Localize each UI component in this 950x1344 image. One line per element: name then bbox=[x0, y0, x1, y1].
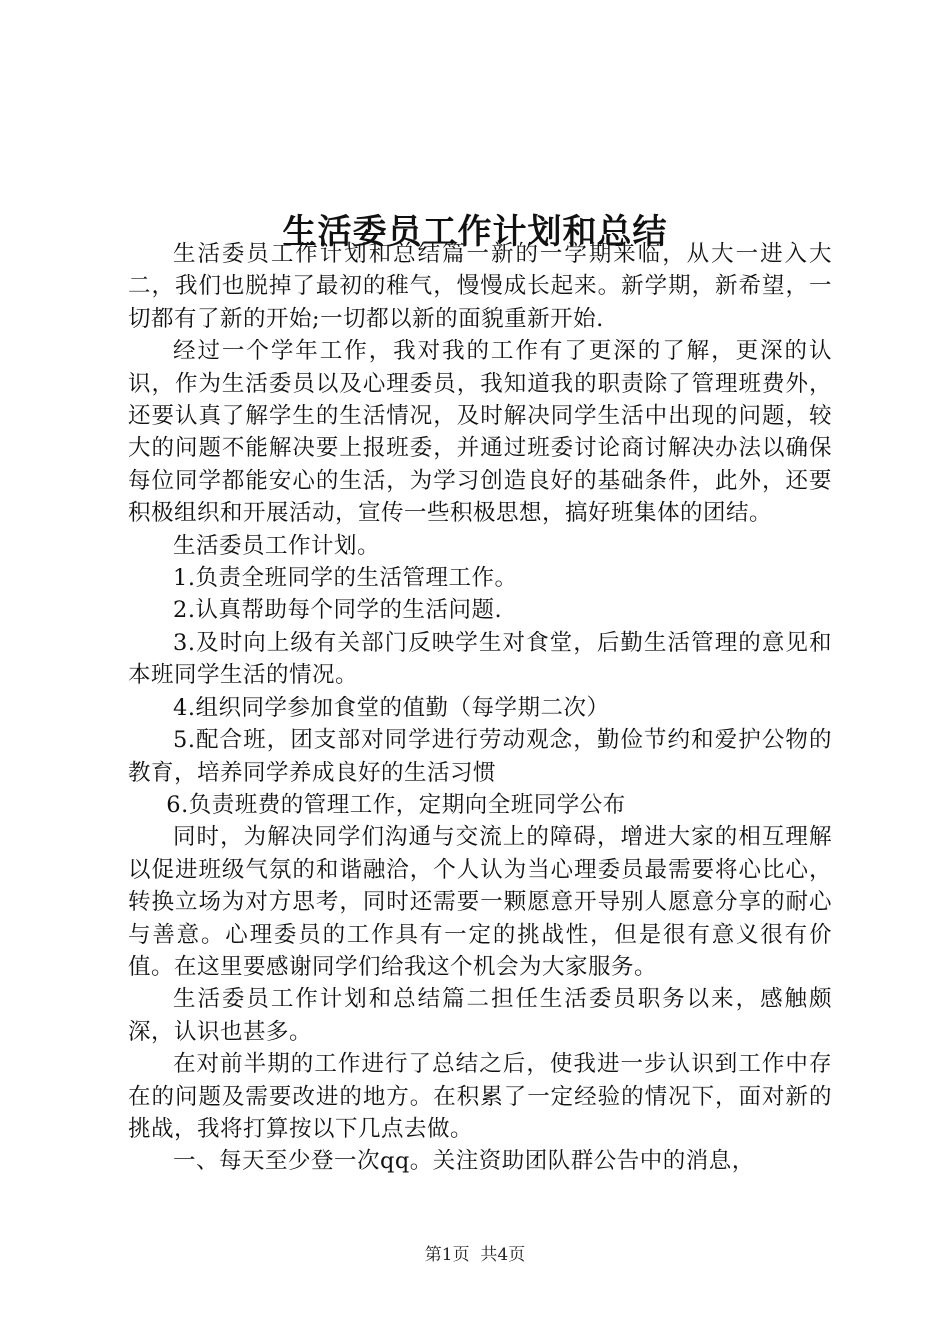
plan-item-1: 1.负责全班同学的生活管理工作。 bbox=[173, 565, 518, 592]
plan-item-3: 3.及时向上级有关部门反映学生对食堂，后勤生活管理的意见和本班同学生活的情况。 bbox=[128, 629, 832, 689]
paragraph-summary: 在对前半期的工作进行了总结之后，使我进一步认识到工作中存在的问题及需要改进的地方。在积累了一定经验的情况下，面对新的挑战，我将打算按以下几点去做。 bbox=[128, 1051, 832, 1142]
page-number-label: 第1页 共4页 bbox=[424, 1245, 526, 1265]
paragraph-plan-heading: 生活委员工作计划。 bbox=[173, 532, 381, 559]
paragraph-psychology: 同时，为解决同学们沟通与交流上的障碍，增进大家的相互理解以促进班级气氛的和谐融洽，个人认为当心理委员最需要将心比心，转换立场为对方思考，同时还需要一颗愿意开导别人愿意分享的耐心与善意。心理委员的工作具有一定的挑战性，但是很有意义很有价值。在这里要感谢同学们给我这个机会为大家服务。 bbox=[128, 824, 832, 980]
paragraph-point-one: 一、每天至少登一次qq。关注资助团队群公告中的消息， bbox=[173, 1148, 755, 1175]
plan-item-4: 4.组织同学参加食堂的值勤（每学期二次） bbox=[173, 694, 610, 721]
paragraph-part-two: 生活委员工作计划和总结篇二担任生活委员职务以来，感触颇深，认识也甚多。 bbox=[128, 986, 832, 1045]
plan-item-2: 2.认真帮助每个同学的生活问题. bbox=[173, 597, 503, 624]
page-number-footer bbox=[0, 1243, 950, 1267]
paragraph-intro: 生活委员工作计划和总结篇一新的一学期来临，从大一进入大二，我们也脱掉了最初的稚气，慢慢成长起来。新学期，新希望，一切都有了新的开始;一切都以新的面貌重新开始. bbox=[128, 241, 832, 332]
plan-item-5: 5.配合班，团支部对同学进行劳动观念，勤俭节约和爱护公物的教育，培养同学养成良好的生活习惯 bbox=[128, 727, 832, 786]
paragraph-duties: 经过一个学年工作，我对我的工作有了更深的了解，更深的认识，作为生活委员以及心理委员，我知道我的职责除了管理班费外，还要认真了解学生的生活情况，及时解决同学生活中出现的问题，较大的问题不能解决要上报班委，并通过班委讨论商讨解决办法以确保每位同学都能安心的生活，为学习创造良好的基础条件，此外，还要积极组织和开展活动，宣传一些积极思想，搞好班集体的团结。 bbox=[128, 338, 832, 527]
plan-item-6: 6.负责班费的管理工作，定期向全班同学公布 bbox=[166, 791, 626, 818]
document-body bbox=[128, 238, 832, 1178]
document-title: 生活委员工作计划和总结 bbox=[282, 211, 668, 252]
